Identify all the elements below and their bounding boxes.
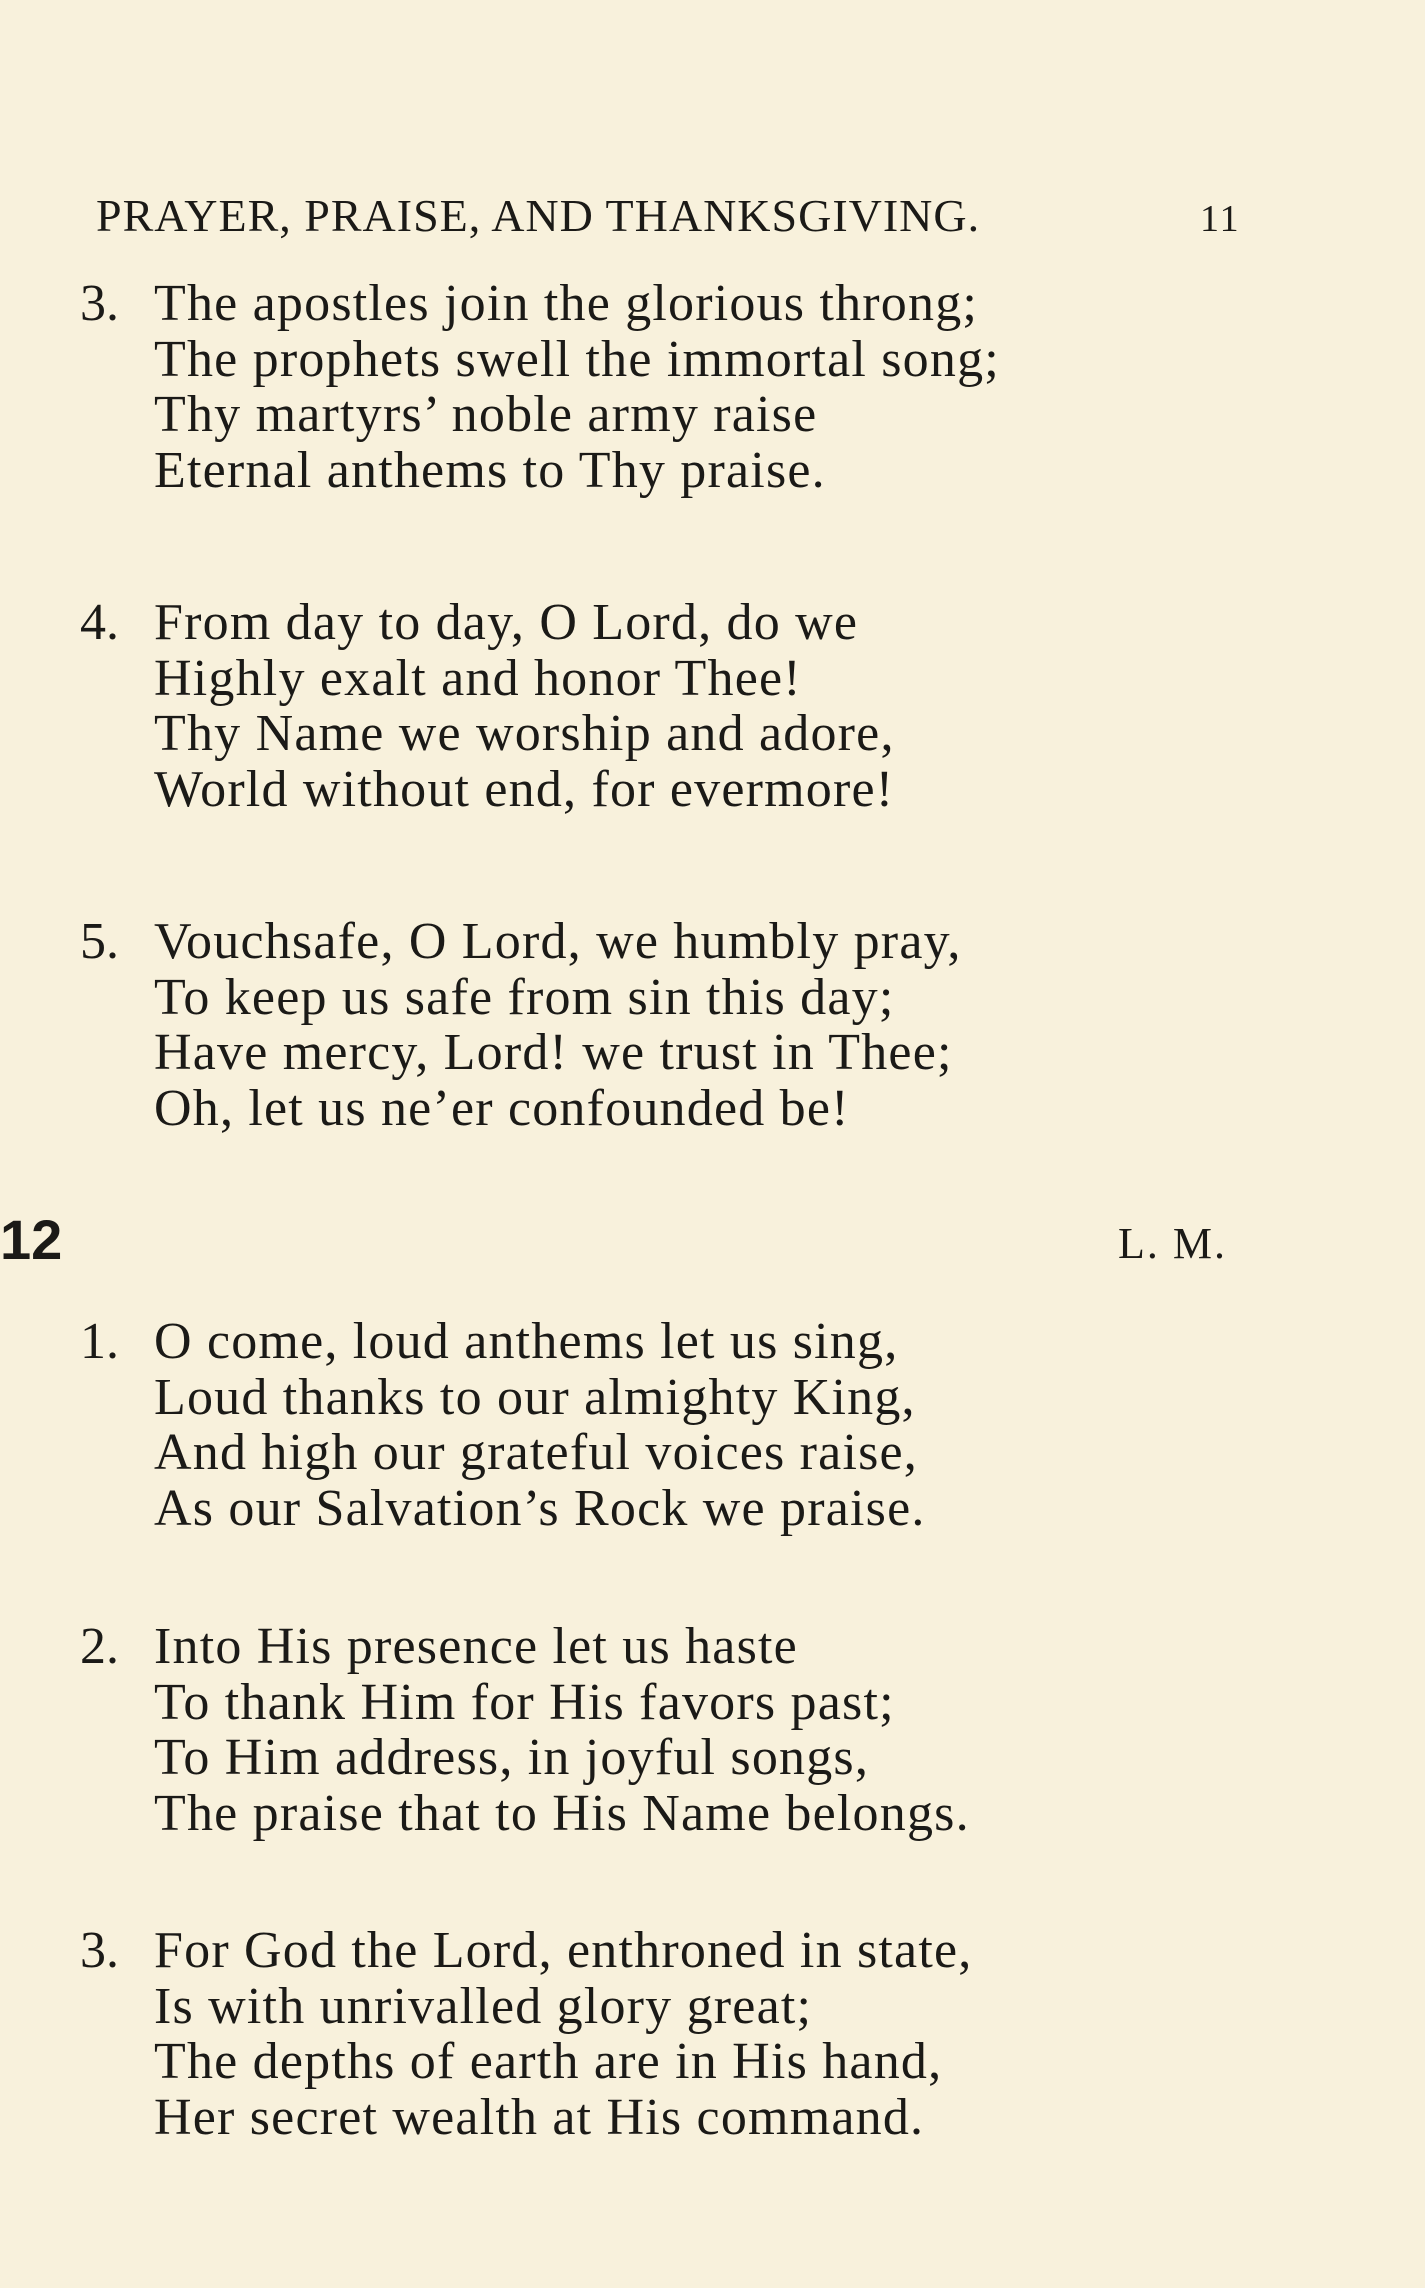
stanza-lines bbox=[154, 1923, 972, 2145]
stanza-number: 3. bbox=[80, 1922, 119, 1979]
verse-line: The depths of earth are in His hand, bbox=[154, 2033, 943, 2090]
stanza-number: 1. bbox=[80, 1313, 119, 1370]
verse-line: Highly exalt and honor Thee! bbox=[154, 649, 802, 707]
stanza-lines bbox=[154, 1619, 970, 1841]
verse-line: To keep us safe from sin this day; bbox=[154, 968, 895, 1026]
stanza-number: 2. bbox=[80, 1618, 119, 1675]
verse-line: Into His presence let us haste bbox=[154, 1618, 798, 1675]
stanza-number: 4. bbox=[80, 594, 119, 651]
verse-line: Her secret wealth at His command. bbox=[154, 2088, 925, 2146]
verse-line: Loud thanks to our almighty King, bbox=[154, 1368, 916, 1426]
running-title: PRAYER, PRAISE, AND THANKSGIVING. bbox=[96, 190, 981, 241]
stanza-lines bbox=[154, 1314, 926, 1536]
page-number: 11 bbox=[1200, 198, 1241, 240]
stanza-lines bbox=[154, 914, 962, 1136]
verse-line: World without end, for evermore! bbox=[154, 760, 895, 818]
verse-line: And high our grateful voices raise, bbox=[154, 1424, 919, 1481]
verse-line: Thy martyrs’ noble army raise bbox=[154, 386, 818, 443]
verse-line: The apostles join the glorious throng; bbox=[154, 275, 979, 332]
stanza-number: 3. bbox=[80, 275, 119, 332]
stanza-number: 5. bbox=[80, 913, 119, 970]
verse-line: From day to day, O Lord, do we bbox=[154, 594, 859, 651]
verse-line: Eternal anthems to Thy praise. bbox=[154, 441, 826, 499]
verse-line: Thy Name we worship and adore, bbox=[154, 705, 895, 762]
verse-line: The prophets swell the immortal song; bbox=[154, 330, 1000, 388]
stanza-lines bbox=[154, 276, 1000, 498]
verse-line: Have mercy, Lord! we trust in Thee; bbox=[154, 1024, 953, 1081]
stanza-lines bbox=[154, 595, 895, 817]
verse-line: O come, loud anthems let us sing, bbox=[154, 1313, 899, 1370]
verse-line: To thank Him for His favors past; bbox=[154, 1673, 895, 1731]
verse-line: The praise that to His Name belongs. bbox=[154, 1784, 970, 1842]
verse-line: Oh, let us ne’er confounded be! bbox=[154, 1079, 850, 1137]
hymn-number: 12 bbox=[0, 1208, 63, 1271]
verse-line: To Him address, in joyful songs, bbox=[154, 1729, 870, 1786]
verse-line: For God the Lord, enthroned in state, bbox=[154, 1922, 973, 1979]
verse-line: Is with unrivalled glory great; bbox=[154, 1977, 813, 2035]
hymn-meter: L. M. bbox=[1118, 1219, 1227, 1268]
verse-line: As our Salvation’s Rock we praise. bbox=[154, 1479, 926, 1537]
verse-line: Vouchsafe, O Lord, we humbly pray, bbox=[154, 913, 962, 970]
